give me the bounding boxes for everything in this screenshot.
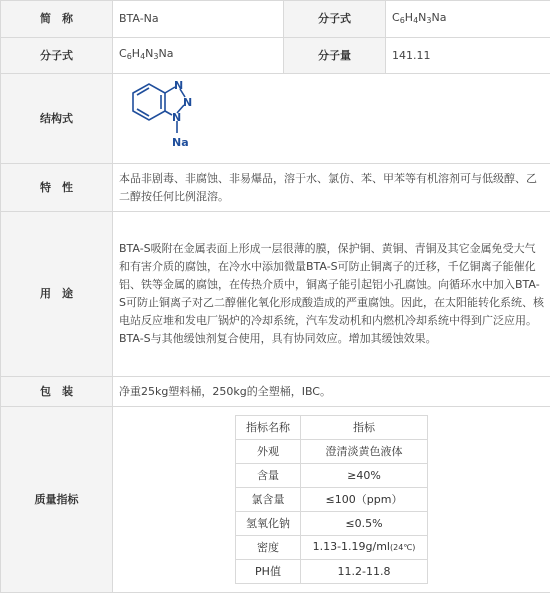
short-name-value: BTA-Na xyxy=(113,1,284,38)
structure-atom-n3: N xyxy=(172,110,182,124)
short-name-label: 简 称 xyxy=(1,1,113,38)
quality-row-value: 11.2-11.8 xyxy=(301,560,428,584)
quality-header-row xyxy=(236,416,428,440)
quality-row-value: ≤0.5% xyxy=(301,512,428,536)
row-package xyxy=(1,377,550,407)
quality-header-value: 指标 xyxy=(301,416,428,440)
quality-row-value: ≥40% xyxy=(301,464,428,488)
row-quality xyxy=(1,407,550,593)
row-usage xyxy=(1,212,550,377)
quality-row xyxy=(236,464,428,488)
usage-label: 用 途 xyxy=(1,212,113,377)
quality-header-name: 指标名称 xyxy=(236,416,301,440)
row-features xyxy=(1,164,550,212)
quality-row-value: ≤100（ppm） xyxy=(301,488,428,512)
structure-diagram xyxy=(119,76,219,162)
density-temperature-note: (24℃) xyxy=(390,543,416,552)
package-text: 净重25kg塑料桶，250kg的全塑桶，IBC。 xyxy=(113,377,550,407)
quality-row xyxy=(236,536,428,560)
features-text: 本品非剧毒、非腐蚀、非易爆品，溶于水、氯仿、苯、甲苯等有机溶剂可与低级醇、乙二醇按任何比例混溶。 xyxy=(113,164,550,212)
quality-row xyxy=(236,440,428,464)
quality-row-name: 密度 xyxy=(236,536,301,560)
formula-value: $C_6H_4N_3Na$ xyxy=(386,1,550,38)
formula-label: 分子式 xyxy=(284,1,386,38)
quality-cell xyxy=(113,407,550,593)
quality-table xyxy=(235,415,428,584)
quality-label: 质量指标 xyxy=(1,407,113,593)
structure-atom-n1: N xyxy=(174,78,184,92)
package-label: 包 装 xyxy=(1,377,113,407)
row-formula xyxy=(1,38,550,74)
quality-row-name: 含量 xyxy=(236,464,301,488)
quality-row xyxy=(236,560,428,584)
features-label: 特 性 xyxy=(1,164,113,212)
molecular-weight-value: 141.11 xyxy=(386,38,550,74)
quality-row-name: PH值 xyxy=(236,560,301,584)
row-structure xyxy=(1,74,550,164)
usage-text: BTA-S吸附在金属表面上形成一层很薄的膜，保护铜、黄铜、青铜及其它金属免受大气和有害介质的腐蚀，在冷水中添加微量BTA-S可防止铜离子的迁移，千亿铜离子能催化铝、铁等金属的腐蚀，在传热介质中，铜离子能引起铝小孔腐蚀。向循环水中加入BTA-S可防止铜离子对乙二醇催化氧化形成酸造成的严重腐蚀。因此，在太阳能转化系统、核电站反应堆和发电厂锅炉的冷却系统，汽车发动机和内燃机冷却系统中得到广泛应用。BTA-S与其他缓蚀剂复合使用，具有协同效应。增加其缓蚀效果。 xyxy=(113,212,550,377)
structure-cell xyxy=(113,74,550,164)
quality-row-name: 氯含量 xyxy=(236,488,301,512)
structure-label: 结构式 xyxy=(1,74,113,164)
formula-value-2: $C_6H_4N_3Na$ xyxy=(113,38,284,74)
row-short-name xyxy=(1,1,550,38)
quality-row-name: 氢氧化钠 xyxy=(236,512,301,536)
benzene-ring xyxy=(133,84,165,120)
quality-row xyxy=(236,488,428,512)
structure-atom-n2: N xyxy=(183,95,193,109)
molecular-weight-label: 分子量 xyxy=(284,38,386,74)
quality-row-value: 澄清淡黄色液体 xyxy=(301,440,428,464)
quality-row-value: 1.13-1.19g/ml(24℃) xyxy=(301,536,428,560)
formula-label-2: 分子式 xyxy=(1,38,113,74)
quality-row xyxy=(236,512,428,536)
structure-atom-na: Na xyxy=(172,135,189,149)
quality-row-name: 外观 xyxy=(236,440,301,464)
